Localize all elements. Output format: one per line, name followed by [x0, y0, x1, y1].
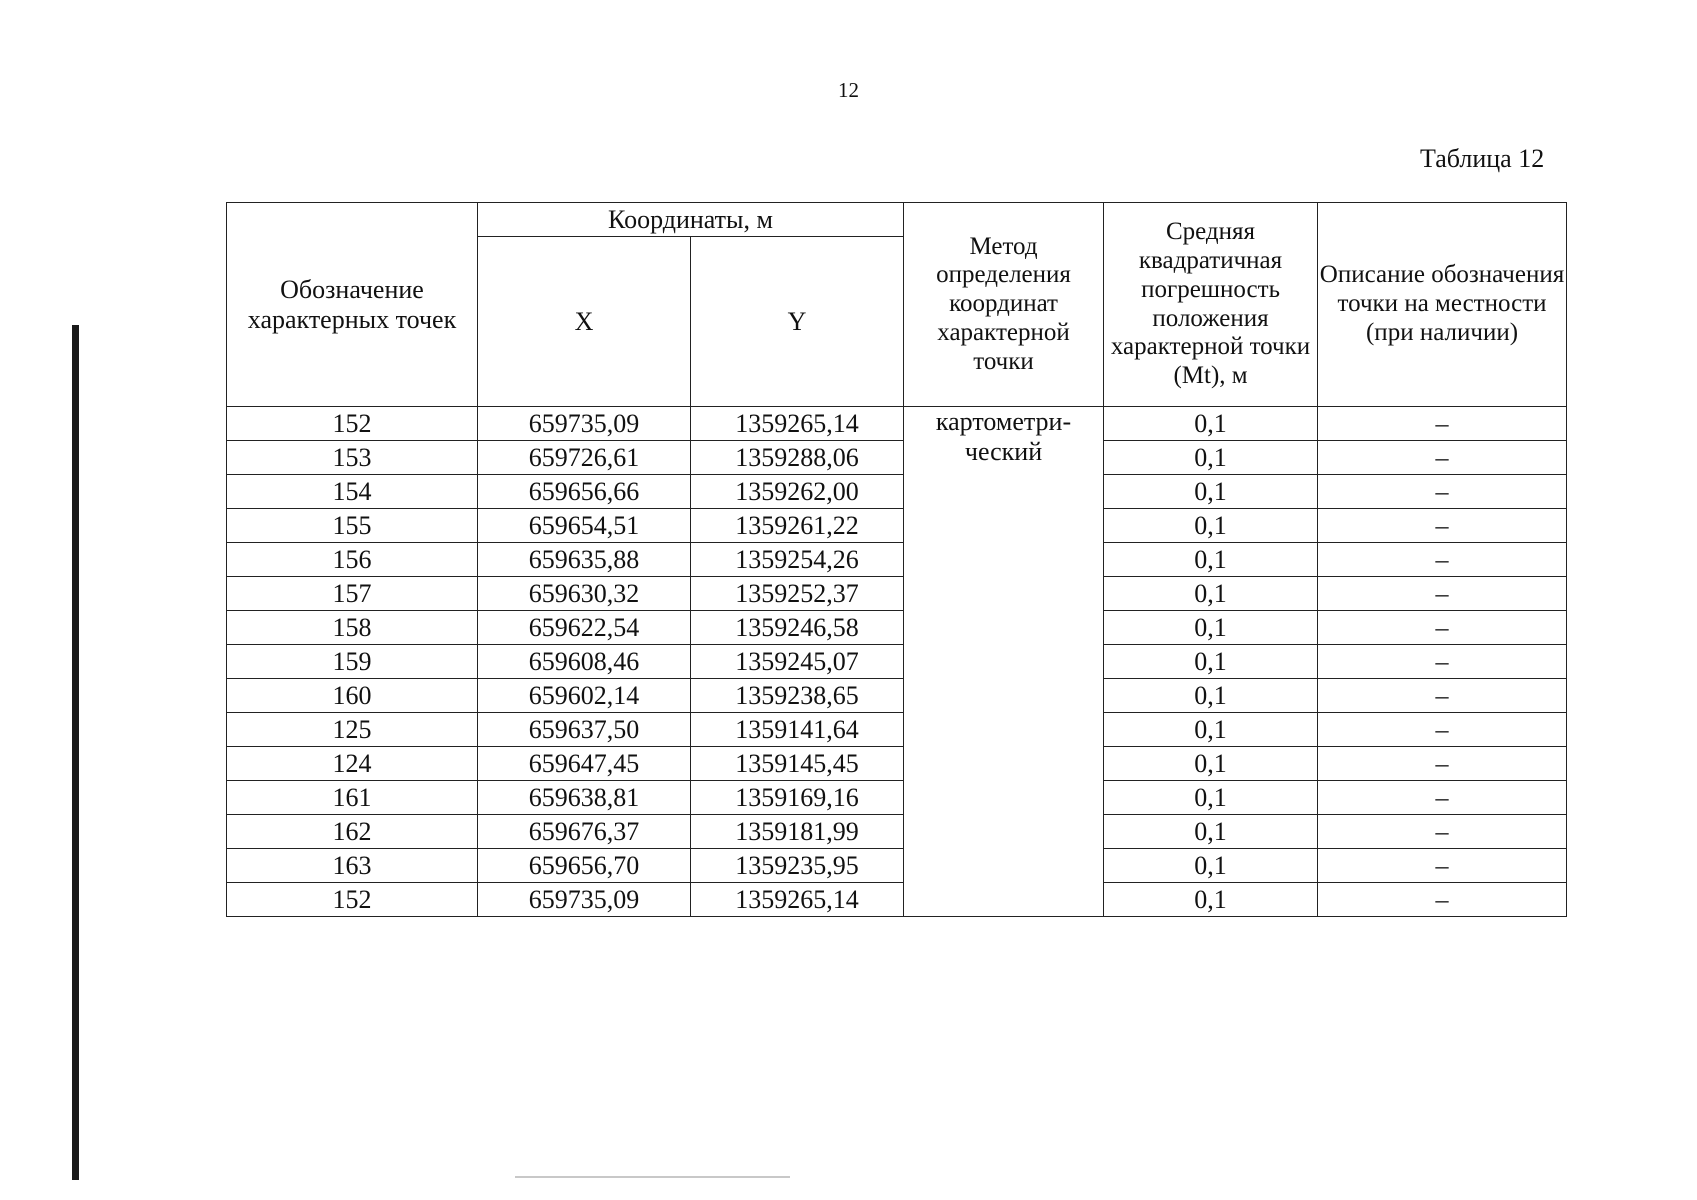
mt-cell: 0,1 [1104, 849, 1318, 883]
y-cell: 1359238,65 [691, 679, 904, 713]
point-cell: 153 [227, 441, 478, 475]
mt-cell: 0,1 [1104, 475, 1318, 509]
y-cell: 1359235,95 [691, 849, 904, 883]
x-cell: 659656,66 [478, 475, 691, 509]
x-cell: 659608,46 [478, 645, 691, 679]
point-cell: 156 [227, 543, 478, 577]
point-cell: 161 [227, 781, 478, 815]
table-row [227, 509, 1567, 543]
mt-cell: 0,1 [1104, 679, 1318, 713]
y-cell: 1359181,99 [691, 815, 904, 849]
description-cell: – [1318, 441, 1567, 475]
point-cell: 154 [227, 475, 478, 509]
x-cell: 659647,45 [478, 747, 691, 781]
mt-cell: 0,1 [1104, 407, 1318, 441]
description-cell: – [1318, 849, 1567, 883]
point-cell: 163 [227, 849, 478, 883]
description-cell: – [1318, 747, 1567, 781]
point-cell: 160 [227, 679, 478, 713]
table-row [227, 883, 1567, 917]
header-method: Метод определения координат характерной точки [904, 203, 1104, 407]
description-cell: – [1318, 713, 1567, 747]
mt-cell: 0,1 [1104, 713, 1318, 747]
scan-edge-bar [72, 325, 79, 1180]
table-row [227, 407, 1567, 441]
table-row [227, 781, 1567, 815]
mt-cell: 0,1 [1104, 509, 1318, 543]
x-cell: 659602,14 [478, 679, 691, 713]
mt-cell: 0,1 [1104, 577, 1318, 611]
description-cell: – [1318, 781, 1567, 815]
table-row [227, 747, 1567, 781]
description-cell: – [1318, 577, 1567, 611]
y-cell: 1359265,14 [691, 407, 904, 441]
x-cell: 659630,32 [478, 577, 691, 611]
x-cell: 659656,70 [478, 849, 691, 883]
y-cell: 1359254,26 [691, 543, 904, 577]
x-cell: 659622,54 [478, 611, 691, 645]
point-cell: 152 [227, 883, 478, 917]
point-cell: 157 [227, 577, 478, 611]
table-row [227, 475, 1567, 509]
y-cell: 1359245,07 [691, 645, 904, 679]
y-cell: 1359288,06 [691, 441, 904, 475]
y-cell: 1359169,16 [691, 781, 904, 815]
description-cell: – [1318, 679, 1567, 713]
y-cell: 1359141,64 [691, 713, 904, 747]
x-cell: 659637,50 [478, 713, 691, 747]
description-cell: – [1318, 543, 1567, 577]
description-cell: – [1318, 883, 1567, 917]
mt-cell: 0,1 [1104, 543, 1318, 577]
x-cell: 659735,09 [478, 883, 691, 917]
table-row [227, 441, 1567, 475]
point-cell: 155 [227, 509, 478, 543]
y-cell: 1359145,45 [691, 747, 904, 781]
x-cell: 659638,81 [478, 781, 691, 815]
y-cell: 1359252,37 [691, 577, 904, 611]
y-cell: 1359261,22 [691, 509, 904, 543]
point-cell: 152 [227, 407, 478, 441]
x-cell: 659654,51 [478, 509, 691, 543]
x-cell: 659635,88 [478, 543, 691, 577]
header-y: Y [691, 237, 904, 407]
description-cell: – [1318, 815, 1567, 849]
y-cell: 1359265,14 [691, 883, 904, 917]
description-cell: – [1318, 475, 1567, 509]
page-number: 12 [838, 78, 859, 102]
mt-cell: 0,1 [1104, 747, 1318, 781]
x-cell: 659676,37 [478, 815, 691, 849]
method-cell: картометри-ческий [904, 407, 1104, 917]
header-designation: Обозначение характерных точек [227, 203, 478, 407]
table-body [227, 407, 1567, 917]
mt-cell: 0,1 [1104, 441, 1318, 475]
point-cell: 124 [227, 747, 478, 781]
table-row [227, 611, 1567, 645]
table-row [227, 577, 1567, 611]
table-row [227, 815, 1567, 849]
point-cell: 158 [227, 611, 478, 645]
header-x: X [478, 237, 691, 407]
point-cell: 125 [227, 713, 478, 747]
y-cell: 1359262,00 [691, 475, 904, 509]
description-cell: – [1318, 407, 1567, 441]
description-cell: – [1318, 509, 1567, 543]
y-cell: 1359246,58 [691, 611, 904, 645]
point-cell: 159 [227, 645, 478, 679]
mt-cell: 0,1 [1104, 611, 1318, 645]
mt-cell: 0,1 [1104, 781, 1318, 815]
coordinates-table [226, 202, 1567, 917]
x-cell: 659726,61 [478, 441, 691, 475]
mt-cell: 0,1 [1104, 645, 1318, 679]
x-cell: 659735,09 [478, 407, 691, 441]
description-cell: – [1318, 611, 1567, 645]
mt-cell: 0,1 [1104, 815, 1318, 849]
table-row [227, 713, 1567, 747]
table-row [227, 645, 1567, 679]
header-coordinates: Координаты, м [478, 203, 904, 237]
scan-smudge-line [515, 1176, 790, 1178]
point-cell: 162 [227, 815, 478, 849]
table-row [227, 679, 1567, 713]
header-error: Средняя квадратичная погрешность положения характерной точки (Mt), м [1104, 203, 1318, 407]
mt-cell: 0,1 [1104, 883, 1318, 917]
table-row [227, 543, 1567, 577]
header-description: Описание обозначения точки на местности (при наличии) [1318, 203, 1567, 407]
table-caption: Таблица 12 [1420, 144, 1545, 173]
table-row [227, 849, 1567, 883]
description-cell: – [1318, 645, 1567, 679]
